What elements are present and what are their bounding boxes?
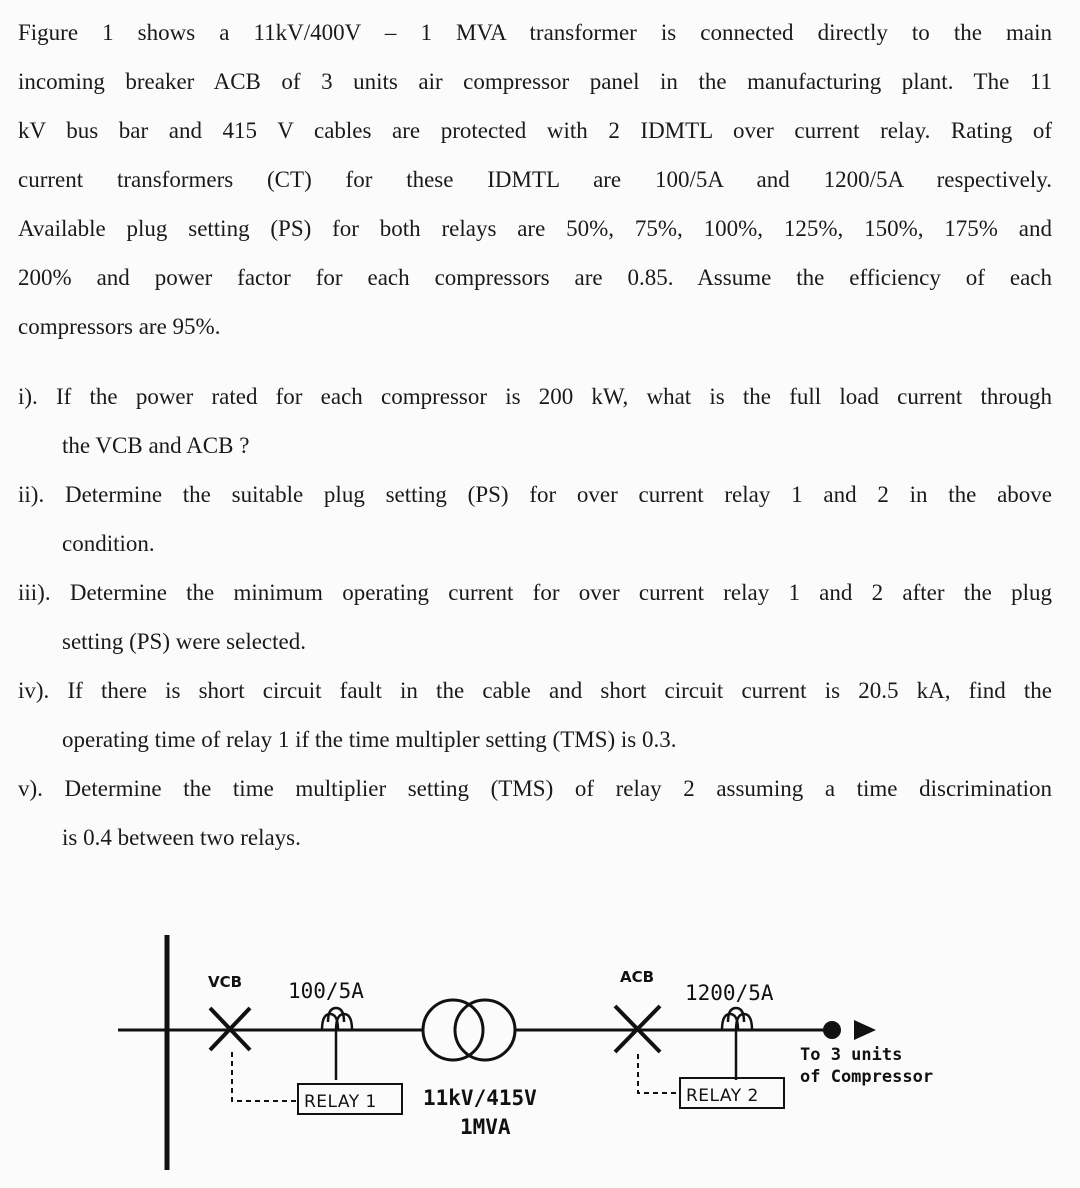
load-arrow-icon: [854, 1020, 876, 1040]
question-line-1: [18, 568, 1052, 617]
ct2-rating: 1200/5A: [685, 981, 774, 1005]
relay2-trip-wire: [638, 1054, 680, 1093]
question-line-2: condition.: [62, 531, 155, 556]
relay2-label: RELAY 2: [686, 1086, 759, 1106]
relay1-trip-wire: [232, 1052, 298, 1101]
question-number: i).: [18, 384, 38, 409]
question-line-2: is 0.4 between two relays.: [62, 825, 301, 850]
question-line-1: [18, 470, 1052, 519]
question-item: [18, 568, 1052, 666]
question-line-1: [18, 666, 1052, 715]
transformer-icon: [423, 1000, 515, 1060]
intro-line: 200% and power factor for each compressors are 0.85. Assume the efficiency of each: [18, 265, 1052, 290]
transformer-voltage: 11kV/415V: [423, 1086, 537, 1110]
question-number: iii).: [18, 580, 51, 605]
intro-line: compressors are 95%.: [18, 314, 221, 339]
question-number: ii).: [18, 482, 45, 507]
question-line-1: [18, 764, 1052, 813]
intro-line: kV bus bar and 415 V cables are protected with 2 IDMTL over current relay. Rating of: [18, 118, 1052, 143]
load-label-line2: of Compressor: [800, 1067, 934, 1087]
ct2-icon: [722, 1008, 752, 1080]
question-text: If there is short circuit fault in the cable and short circuit current is 20.5 kA, find the: [67, 678, 1052, 703]
question-list: [18, 372, 1052, 862]
ct1-icon: [322, 1008, 352, 1080]
load-label-line1: To 3 units: [800, 1045, 903, 1065]
ct1-rating: 100/5A: [288, 979, 364, 1003]
question-item: [18, 470, 1052, 568]
intro-line: current transformers (CT) for these IDMTL are 100/5A and 1200/5A respectively.: [18, 167, 1052, 192]
question-item: [18, 372, 1052, 470]
question-text: Determine the time multiplier setting (TMS) of relay 2 assuming a time discrimination: [64, 776, 1052, 801]
vcb-label: VCB: [208, 973, 243, 991]
question-line-2: the VCB and ACB ?: [62, 433, 250, 458]
question-text: Determine the suitable plug setting (PS) for over current relay 1 and 2 in the above: [64, 482, 1053, 507]
load-node-dot: [823, 1021, 841, 1039]
acb-label: ACB: [620, 968, 655, 986]
transformer-rating: 1MVA: [460, 1115, 511, 1139]
question-item: [18, 764, 1052, 862]
question-number: v).: [18, 776, 43, 801]
relay1-label: RELAY 1: [304, 1092, 377, 1112]
intro-line: Available plug setting (PS) for both relays are 50%, 75%, 100%, 125%, 150%, 175% and: [18, 216, 1052, 241]
question-text: If the power rated for each compressor is 200 kW, what is the full load current through: [56, 384, 1052, 409]
question-number: iv).: [18, 678, 50, 703]
question-item: [18, 666, 1052, 764]
question-line-2: setting (PS) were selected.: [62, 629, 306, 654]
question-line-2: operating time of relay 1 if the time multipler setting (TMS) is 0.3.: [62, 727, 677, 752]
question-line-1: [18, 372, 1052, 421]
single-line-diagram: [110, 930, 1010, 1180]
question-text: Determine the minimum operating current for over current relay 1 and 2 after the plug: [69, 580, 1052, 605]
intro-line: incoming breaker ACB of 3 units air compressor panel in the manufacturing plant. The 11: [18, 69, 1052, 94]
intro-line: Figure 1 shows a 11kV/400V – 1 MVA transformer is connected directly to the main: [18, 20, 1052, 45]
intro-paragraph: [18, 8, 1052, 351]
